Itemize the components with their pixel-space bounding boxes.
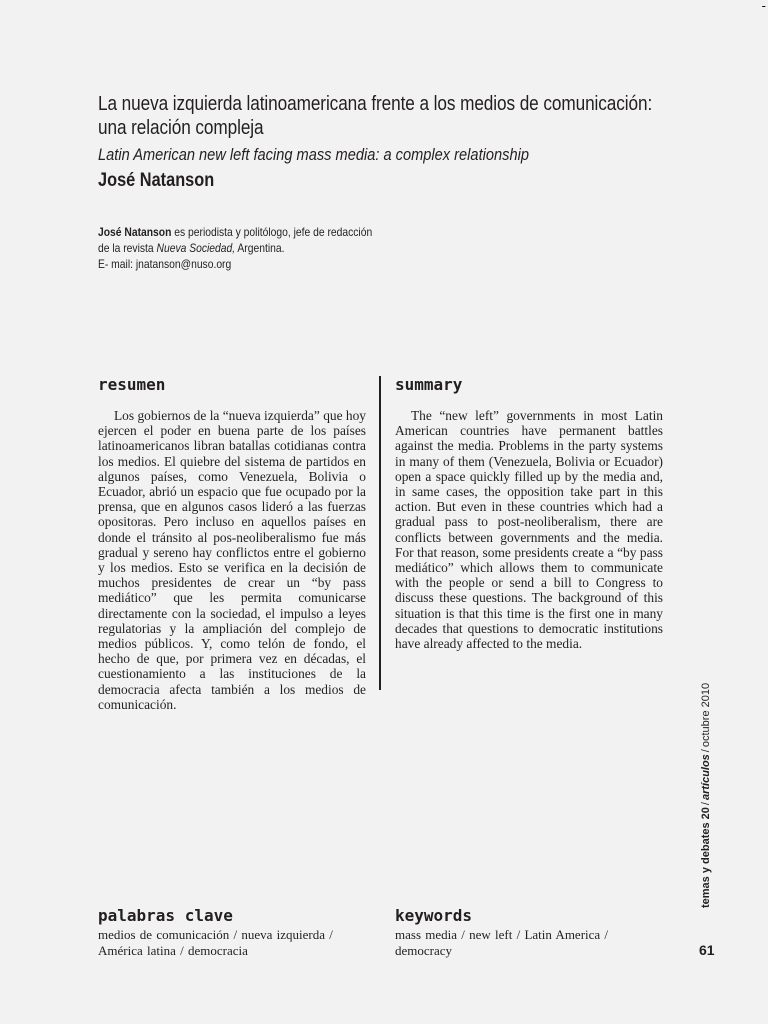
bio-text-2: Argentina.: [235, 241, 285, 255]
bio-magazine: Nueva Sociedad,: [156, 241, 236, 255]
palabras-clave-heading: palabras clave: [98, 906, 233, 925]
summary-heading: summary: [395, 375, 463, 394]
bio-name: José Natanson: [98, 225, 172, 239]
running-head-sep-1: /: [700, 802, 712, 806]
title-spanish: La nueva izquierda latinoamericana frente a los medios de comunicación: una relación compleja: [98, 93, 653, 139]
resumen-body: Los gobiernos de la “nueva izquierda” que hoy ejercen el poder en buena parte de los países latinoamericanos libran batallas cotidianas contra los medios. El quiebre del sistema de partidos en algunos países, como Venezuela, Bolivia o Ecuador, abrió un espacio que fue ocupado por la prensa, que en algunos casos lideró a las fuerzas opositoras. Pero incluso en aquellos países en donde el tránsito al pos-neoliberalismo fue más gradual y sereno hay conflictos entre el gobierno y los medios. Esto se verifica en la decisión de muchos presidentes de crear un “by pass mediático” que les permita comunicarse directamente con la sociedad, el impulso a leyes regulatorias y la ampliación del complejo de medios públicos. Y, como telón de fondo, el hecho de que, por primera vez en décadas, el cuestionamiento a las instituciones de la democracia afecta también a los medios de comunicación.: [98, 408, 366, 712]
column-divider: [379, 376, 381, 690]
page-number: 61: [699, 942, 715, 958]
article-header: [98, 92, 698, 193]
running-head-sep-2: /: [700, 749, 712, 753]
corner-mark: -: [761, 0, 766, 13]
bio-text-1: es periodista y politólogo, jefe de redacción de la revista: [98, 225, 373, 255]
running-head-section: artículos: [700, 754, 712, 801]
summary-body: The “new left” governments in most Latin American countries have permanent battles against the media. Problems in the party systems in many of them (Venezuela, Bolivia or Ecuador) open a space quickly filled up by the media and, in same cases, the opposition take part in this action. But even in these countries which had a gradual pass to post-neoliberalism, there are conflicts between governments and the media. For that reason, some presidents create a “by pass mediático” which allows them to communicate with the people or send a bill to Congress to discuss these questions. The background of this situation is that this time is the first one in many decades that questions to democratic institutions have already affected to the media.: [395, 408, 663, 652]
author-bio: [98, 224, 373, 272]
title-english: Latin American new left facing mass media: a complex relationship: [98, 145, 529, 164]
running-head: [699, 683, 713, 908]
keywords-heading: keywords: [395, 906, 473, 925]
bio-email: E- mail: jnatanson@nuso.org: [98, 257, 232, 271]
running-head-journal: temas y debates 20: [700, 807, 712, 908]
resumen-heading: resumen: [98, 375, 166, 394]
running-head-date: octubre 2010: [700, 682, 712, 748]
palabras-clave-text: medios de comunicación / nueva izquierda / América latina / democracia: [98, 927, 333, 958]
keywords-text: mass media / new left / Latin America / democracy: [395, 927, 609, 958]
author-name: José Natanson: [98, 170, 215, 191]
